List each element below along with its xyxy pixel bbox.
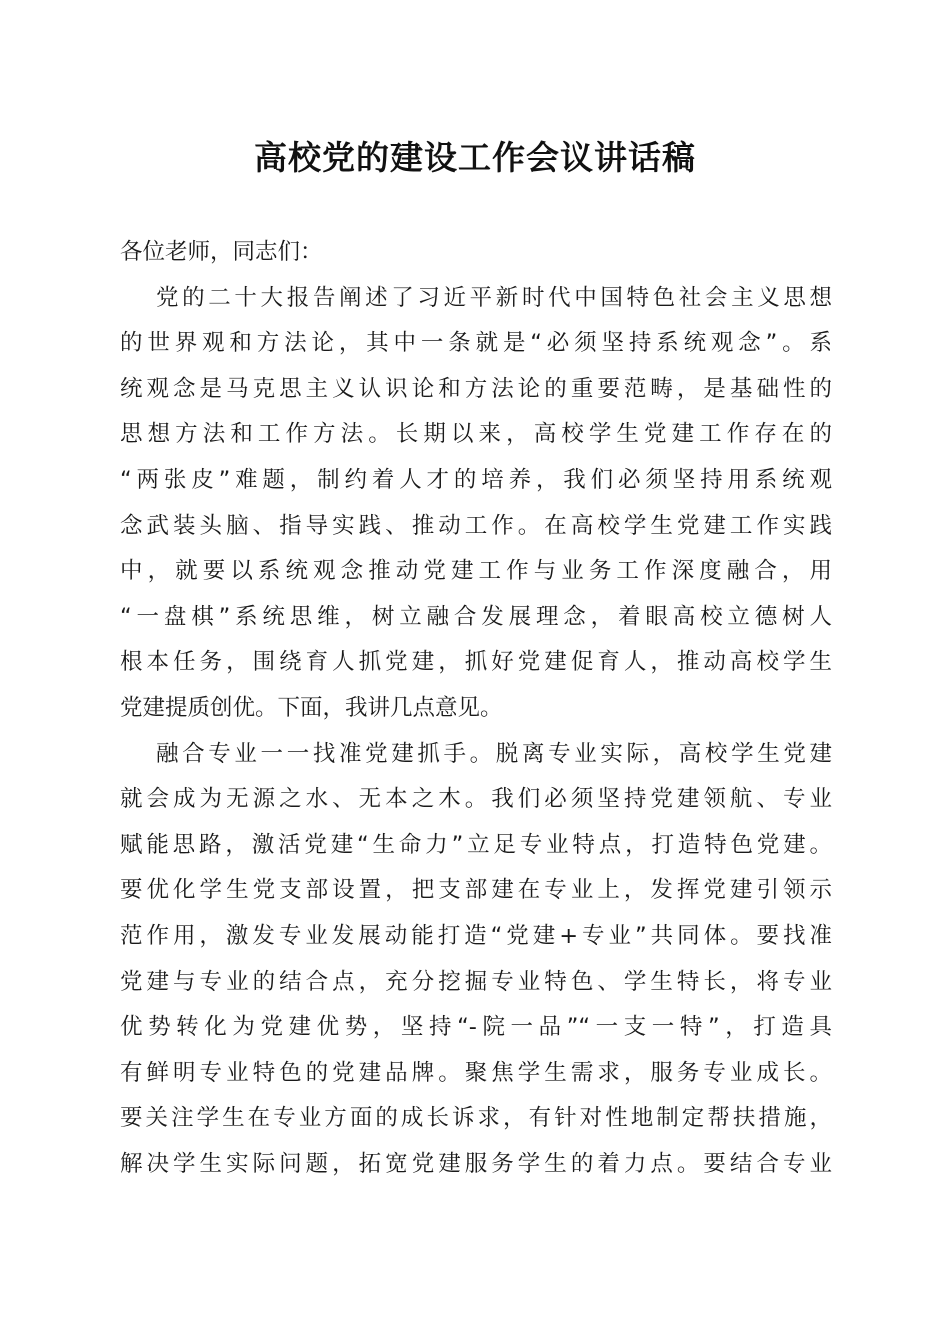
text-line: 要关注学生在专业方面的成长诉求，有针对性地制定帮扶措施，	[120, 1105, 832, 1132]
text-line: 思想方法和工作方法。长期以来，高校学生党建工作存在的	[120, 421, 832, 448]
text-line: “两张皮”难题，制约着人才的培养，我们必须坚持用系统观	[120, 466, 832, 493]
text-line: 有鲜明专业特色的党建品牌。聚焦学生需求，服务专业成长。	[120, 1059, 832, 1086]
text-line: 范作用，激发专业发展动能打造“党建+专业”共同体。要找准	[120, 922, 832, 949]
text-line: 就会成为无源之水、无本之木。我们必须坚持党建领航、专业	[120, 786, 832, 813]
text-line: 念武装头脑、指导实践、推动工作。在高校学生党建工作实践	[120, 512, 832, 539]
text-line: 根本任务，围绕育人抓党建，抓好党建促育人，推动高校学生	[120, 649, 832, 676]
text-line: 党建提质创优。下面，我讲几点意见。	[120, 694, 503, 721]
text-line: “一盘棋”系统思维，树立融合发展理念，着眼高校立德树人	[120, 603, 832, 630]
text-line: 要优化学生党支部设置，把支部建在专业上，发挥党建引领示	[120, 877, 832, 904]
text-line: 中，就要以系统观念推动党建工作与业务工作深度融合，用	[120, 558, 832, 585]
document-body	[120, 230, 832, 1187]
text-line: 赋能思路，激活党建“生命力”立足专业特点，打造特色党建。	[120, 831, 832, 858]
text-line: 各位老师，同志们：	[120, 239, 323, 265]
text-line: 党建与专业的结合点，充分挖掘专业特色、学生特长，将专业	[120, 968, 832, 995]
text-line: 优势转化为党建优势，坚持“-院一品”“一支一特”，打造具	[120, 1014, 832, 1041]
text-line: 解决学生实际问题，拓宽党建服务学生的着力点。要结合专业	[120, 1150, 832, 1177]
text-line: 融合专业一一找准党建抓手。脱离专业实际，高校学生党建	[156, 740, 832, 767]
text-line: 的世界观和方法论，其中一条就是“必须坚持系统观念”。系	[120, 330, 832, 357]
document-title: 高校党的建设工作会议讲话稿	[254, 138, 696, 177]
text-line: 党的二十大报告阐述了习近平新时代中国特色社会主义思想	[156, 284, 832, 311]
text-line: 统观念是马克思主义认识论和方法论的重要范畴，是基础性的	[120, 375, 832, 402]
